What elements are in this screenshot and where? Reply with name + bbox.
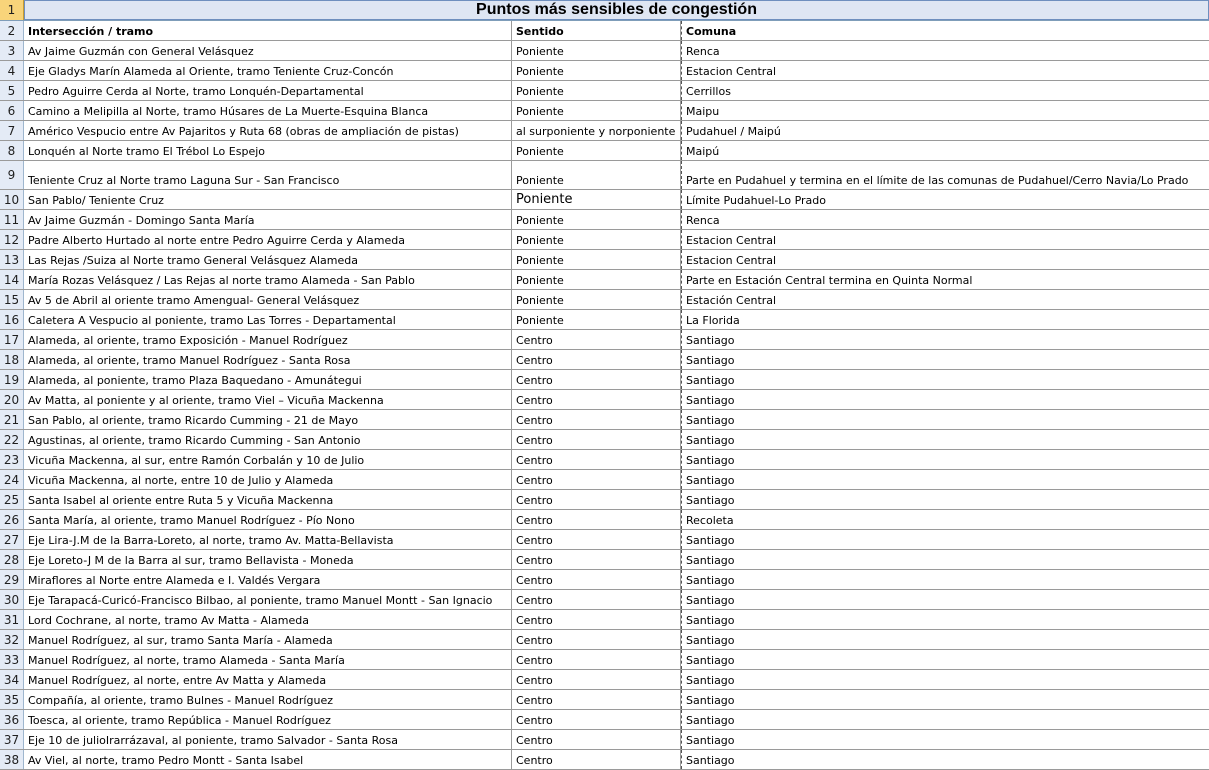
table-row[interactable] [0, 390, 1209, 410]
cell-comuna[interactable]: Estacion Central [681, 61, 1209, 80]
row-header[interactable]: 33 [0, 650, 24, 669]
cell-interseccion[interactable]: Manuel Rodríguez, al norte, entre Av Matta y Alameda [24, 670, 512, 689]
cell-sentido[interactable]: Centro [512, 470, 681, 489]
table-row[interactable] [0, 530, 1209, 550]
row-header[interactable]: 27 [0, 530, 24, 549]
table-row[interactable] [0, 290, 1209, 310]
cell-sentido[interactable]: Poniente [512, 161, 681, 189]
cell-sentido[interactable]: Centro [512, 390, 681, 409]
cell-interseccion[interactable]: Santa María, al oriente, tramo Manuel Rodríguez - Pío Nono [24, 510, 512, 529]
cell-comuna[interactable]: Santiago [681, 390, 1209, 409]
cell-interseccion[interactable]: Eje Loreto-J M de la Barra al sur, tramo Bellavista - Moneda [24, 550, 512, 569]
table-row[interactable] [0, 550, 1209, 570]
cell-interseccion[interactable]: Caletera A Vespucio al poniente, tramo Las Torres - Departamental [24, 310, 512, 329]
row-header[interactable]: 8 [0, 141, 24, 160]
column-header-interseccion[interactable]: Intersección / tramo [24, 21, 512, 40]
cell-sentido[interactable]: Centro [512, 550, 681, 569]
row-header[interactable]: 6 [0, 101, 24, 120]
row-header[interactable]: 23 [0, 450, 24, 469]
cell-comuna[interactable]: Estacion Central [681, 230, 1209, 249]
row-header[interactable]: 30 [0, 590, 24, 609]
cell-sentido[interactable]: Poniente [512, 190, 681, 209]
table-row[interactable] [0, 190, 1209, 210]
cell-sentido[interactable]: Centro [512, 670, 681, 689]
cell-sentido[interactable]: Centro [512, 430, 681, 449]
cell-comuna[interactable]: Maipu [681, 101, 1209, 120]
row-header[interactable]: 19 [0, 370, 24, 389]
row-header[interactable]: 10 [0, 190, 24, 209]
table-row[interactable] [0, 410, 1209, 430]
cell-comuna[interactable]: Santiago [681, 690, 1209, 709]
cell-sentido[interactable]: Centro [512, 570, 681, 589]
cell-sentido[interactable]: Poniente [512, 270, 681, 289]
row-header[interactable]: 31 [0, 610, 24, 629]
row-header[interactable]: 37 [0, 730, 24, 749]
table-row[interactable] [0, 650, 1209, 670]
cell-sentido[interactable]: al surponiente y norponiente [512, 121, 681, 140]
row-header[interactable]: 34 [0, 670, 24, 689]
table-row[interactable] [0, 330, 1209, 350]
cell-sentido[interactable]: Poniente [512, 230, 681, 249]
cell-interseccion[interactable]: Vicuña Mackenna, al norte, entre 10 de Julio y Alameda [24, 470, 512, 489]
row-header[interactable]: 32 [0, 630, 24, 649]
header-row[interactable] [0, 21, 1209, 41]
cell-interseccion[interactable]: Teniente Cruz al Norte tramo Laguna Sur - San Francisco [24, 161, 512, 189]
cell-sentido[interactable]: Centro [512, 450, 681, 469]
cell-interseccion[interactable]: Av Viel, al norte, tramo Pedro Montt - Santa Isabel [24, 750, 512, 769]
cell-sentido[interactable]: Poniente [512, 290, 681, 309]
table-row[interactable] [0, 141, 1209, 161]
table-row[interactable] [0, 590, 1209, 610]
cell-comuna[interactable]: Santiago [681, 350, 1209, 369]
cell-comuna[interactable]: Santiago [681, 450, 1209, 469]
cell-comuna[interactable]: Santiago [681, 670, 1209, 689]
cell-sentido[interactable]: Centro [512, 490, 681, 509]
cell-interseccion[interactable]: Manuel Rodríguez, al norte, tramo Alameda - Santa María [24, 650, 512, 669]
cell-comuna[interactable]: Santiago [681, 470, 1209, 489]
cell-interseccion[interactable]: Santa Isabel al oriente entre Ruta 5 y Vicuña Mackenna [24, 490, 512, 509]
cell-comuna[interactable]: Cerrillos [681, 81, 1209, 100]
cell-interseccion[interactable]: Lonquén al Norte tramo El Trébol Lo Espejo [24, 141, 512, 160]
cell-interseccion[interactable]: Av Jaime Guzmán con General Velásquez [24, 41, 512, 60]
cell-sentido[interactable]: Centro [512, 530, 681, 549]
cell-comuna[interactable]: Santiago [681, 430, 1209, 449]
cell-comuna[interactable]: Renca [681, 41, 1209, 60]
title-row[interactable] [0, 0, 1209, 21]
table-row[interactable] [0, 750, 1209, 770]
cell-sentido[interactable]: Poniente [512, 61, 681, 80]
row-header[interactable]: 12 [0, 230, 24, 249]
sheet-title[interactable]: Puntos más sensibles de congestión [24, 0, 1209, 20]
cell-sentido[interactable]: Centro [512, 350, 681, 369]
cell-sentido[interactable]: Poniente [512, 141, 681, 160]
cell-comuna[interactable]: Estación Central [681, 290, 1209, 309]
cell-interseccion[interactable]: Alameda, al oriente, tramo Manuel Rodríguez - Santa Rosa [24, 350, 512, 369]
row-header[interactable]: 14 [0, 270, 24, 289]
data-rows [0, 41, 1209, 770]
table-row[interactable] [0, 230, 1209, 250]
cell-interseccion[interactable]: Av Matta, al poniente y al oriente, tramo Viel – Vicuña Mackenna [24, 390, 512, 409]
table-row[interactable] [0, 101, 1209, 121]
row-header[interactable]: 20 [0, 390, 24, 409]
cell-sentido[interactable]: Centro [512, 650, 681, 669]
row-header[interactable]: 18 [0, 350, 24, 369]
cell-sentido[interactable]: Poniente [512, 81, 681, 100]
row-header[interactable]: 3 [0, 41, 24, 60]
cell-comuna[interactable]: Pudahuel / Maipú [681, 121, 1209, 140]
cell-interseccion[interactable]: Agustinas, al oriente, tramo Ricardo Cumming - San Antonio [24, 430, 512, 449]
row-header[interactable]: 16 [0, 310, 24, 329]
cell-sentido[interactable]: Centro [512, 690, 681, 709]
cell-interseccion[interactable]: Manuel Rodríguez, al sur, tramo Santa María - Alameda [24, 630, 512, 649]
table-row[interactable] [0, 730, 1209, 750]
row-header[interactable]: 25 [0, 490, 24, 509]
cell-comuna[interactable]: Santiago [681, 330, 1209, 349]
cell-interseccion[interactable]: Vicuña Mackenna, al sur, entre Ramón Corbalán y 10 de Julio [24, 450, 512, 469]
cell-comuna[interactable]: Santiago [681, 610, 1209, 629]
cell-comuna[interactable]: Santiago [681, 630, 1209, 649]
cell-comuna[interactable]: Santiago [681, 490, 1209, 509]
column-header-comuna[interactable]: Comuna [681, 21, 1209, 40]
table-row[interactable] [0, 490, 1209, 510]
cell-comuna[interactable]: Santiago [681, 750, 1209, 769]
cell-interseccion[interactable]: Av 5 de Abril al oriente tramo Amengual- General Velásquez [24, 290, 512, 309]
row-header[interactable]: 4 [0, 61, 24, 80]
cell-interseccion[interactable]: Camino a Melipilla al Norte, tramo Húsares de La Muerte-Esquina Blanca [24, 101, 512, 120]
cell-sentido[interactable]: Centro [512, 610, 681, 629]
row-header[interactable]: 15 [0, 290, 24, 309]
column-header-sentido[interactable]: Sentido [512, 21, 681, 40]
cell-interseccion[interactable]: Eje Tarapacá-Curicó-Francisco Bilbao, al poniente, tramo Manuel Montt - San Ignacio [24, 590, 512, 609]
cell-sentido[interactable]: Centro [512, 750, 681, 769]
row-header[interactable]: 22 [0, 430, 24, 449]
cell-interseccion[interactable]: Pedro Aguirre Cerda al Norte, tramo Lonquén-Departamental [24, 81, 512, 100]
row-header[interactable]: 5 [0, 81, 24, 100]
cell-interseccion[interactable]: Eje Gladys Marín Alameda al Oriente, tramo Teniente Cruz-Concón [24, 61, 512, 80]
cell-sentido[interactable]: Poniente [512, 41, 681, 60]
cell-interseccion[interactable]: Alameda, al oriente, tramo Exposición - Manuel Rodríguez [24, 330, 512, 349]
table-row[interactable] [0, 450, 1209, 470]
row-header-2[interactable]: 2 [0, 21, 24, 40]
cell-interseccion[interactable]: Eje Lira-J.M de la Barra-Loreto, al norte, tramo Av. Matta-Bellavista [24, 530, 512, 549]
cell-interseccion[interactable]: Av Jaime Guzmán - Domingo Santa María [24, 210, 512, 229]
cell-comuna[interactable]: Maipú [681, 141, 1209, 160]
table-row[interactable] [0, 250, 1209, 270]
cell-sentido[interactable]: Poniente [512, 250, 681, 269]
cell-sentido[interactable]: Poniente [512, 310, 681, 329]
cell-comuna[interactable]: Santiago [681, 370, 1209, 389]
table-row[interactable] [0, 670, 1209, 690]
table-row[interactable] [0, 470, 1209, 490]
cell-sentido[interactable]: Centro [512, 730, 681, 749]
row-header[interactable]: 35 [0, 690, 24, 709]
table-row[interactable] [0, 430, 1209, 450]
table-row[interactable] [0, 161, 1209, 190]
table-row[interactable] [0, 41, 1209, 61]
cell-interseccion[interactable]: María Rozas Velásquez / Las Rejas al norte tramo Alameda - San Pablo [24, 270, 512, 289]
row-header-1[interactable]: 1 [0, 0, 24, 20]
cell-comuna[interactable]: La Florida [681, 310, 1209, 329]
cell-sentido[interactable]: Centro [512, 590, 681, 609]
cell-comuna[interactable]: Santiago [681, 550, 1209, 569]
cell-interseccion[interactable]: Alameda, al poniente, tramo Plaza Baquedano - Amunátegui [24, 370, 512, 389]
cell-sentido[interactable]: Centro [512, 710, 681, 729]
cell-interseccion[interactable]: San Pablo/ Teniente Cruz [24, 190, 512, 209]
row-header[interactable]: 13 [0, 250, 24, 269]
cell-comuna[interactable]: Santiago [681, 410, 1209, 429]
row-header[interactable]: 28 [0, 550, 24, 569]
cell-sentido[interactable]: Centro [512, 370, 681, 389]
table-row[interactable] [0, 210, 1209, 230]
row-header[interactable]: 9 [0, 161, 24, 189]
cell-interseccion[interactable]: Padre Alberto Hurtado al norte entre Pedro Aguirre Cerda y Alameda [24, 230, 512, 249]
cell-sentido[interactable]: Centro [512, 510, 681, 529]
cell-sentido[interactable]: Poniente [512, 101, 681, 120]
cell-interseccion[interactable]: San Pablo, al oriente, tramo Ricardo Cumming - 21 de Mayo [24, 410, 512, 429]
cell-comuna[interactable]: Santiago [681, 730, 1209, 749]
cell-interseccion[interactable]: Compañía, al oriente, tramo Bulnes - Manuel Rodríguez [24, 690, 512, 709]
row-header[interactable]: 36 [0, 710, 24, 729]
row-header[interactable]: 24 [0, 470, 24, 489]
table-row[interactable] [0, 690, 1209, 710]
cell-comuna[interactable]: Santiago [681, 710, 1209, 729]
cell-interseccion[interactable]: Toesca, al oriente, tramo República - Manuel Rodríguez [24, 710, 512, 729]
table-row[interactable] [0, 350, 1209, 370]
cell-comuna[interactable]: Santiago [681, 570, 1209, 589]
table-row[interactable] [0, 630, 1209, 650]
cell-sentido[interactable]: Poniente [512, 210, 681, 229]
cell-sentido[interactable]: Centro [512, 330, 681, 349]
row-header[interactable]: 11 [0, 210, 24, 229]
cell-interseccion[interactable]: Miraflores al Norte entre Alameda e I. Valdés Vergara [24, 570, 512, 589]
cell-interseccion[interactable]: Lord Cochrane, al norte, tramo Av Matta - Alameda [24, 610, 512, 629]
cell-comuna[interactable]: Estacion Central [681, 250, 1209, 269]
row-header[interactable]: 26 [0, 510, 24, 529]
cell-comuna[interactable]: Parte en Estación Central termina en Quinta Normal [681, 270, 1209, 289]
cell-comuna[interactable]: Recoleta [681, 510, 1209, 529]
table-row[interactable] [0, 270, 1209, 290]
cell-interseccion[interactable]: Las Rejas /Suiza al Norte tramo General Velásquez Alameda [24, 250, 512, 269]
cell-comuna[interactable]: Renca [681, 210, 1209, 229]
table-row[interactable] [0, 81, 1209, 101]
table-row[interactable] [0, 61, 1209, 81]
table-row[interactable] [0, 570, 1209, 590]
cell-comuna[interactable]: Parte en Pudahuel y termina en el límite de las comunas de Pudahuel/Cerro Navia/Lo Prado [681, 161, 1209, 189]
cell-sentido[interactable]: Centro [512, 410, 681, 429]
row-header[interactable]: 17 [0, 330, 24, 349]
cell-comuna[interactable]: Santiago [681, 530, 1209, 549]
table-row[interactable] [0, 610, 1209, 630]
row-header[interactable]: 38 [0, 750, 24, 769]
cell-comuna[interactable]: Santiago [681, 590, 1209, 609]
cell-interseccion[interactable]: Américo Vespucio entre Av Pajaritos y Ruta 68 (obras de ampliación de pistas) [24, 121, 512, 140]
cell-interseccion[interactable]: Eje 10 de julioIrarrázaval, al poniente, tramo Salvador - Santa Rosa [24, 730, 512, 749]
table-row[interactable] [0, 370, 1209, 390]
table-row[interactable] [0, 510, 1209, 530]
table-row[interactable] [0, 121, 1209, 141]
row-header[interactable]: 21 [0, 410, 24, 429]
row-header[interactable]: 29 [0, 570, 24, 589]
table-row[interactable] [0, 710, 1209, 730]
cell-comuna[interactable]: Límite Pudahuel-Lo Prado [681, 190, 1209, 209]
cell-sentido[interactable]: Centro [512, 630, 681, 649]
row-header[interactable]: 7 [0, 121, 24, 140]
cell-comuna[interactable]: Santiago [681, 650, 1209, 669]
table-row[interactable] [0, 310, 1209, 330]
